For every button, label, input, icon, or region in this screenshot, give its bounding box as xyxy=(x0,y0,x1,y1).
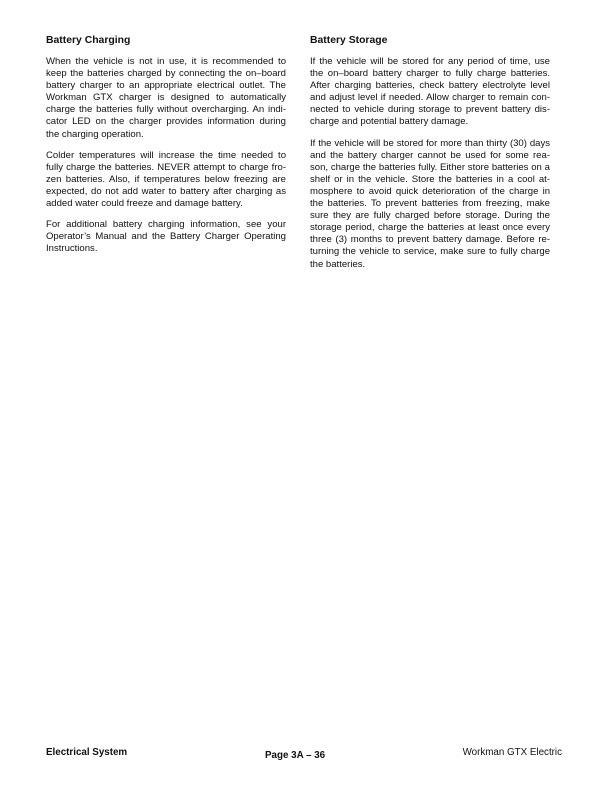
footer-product-name: Workman GTX Electric xyxy=(462,747,562,758)
right-column xyxy=(310,34,550,280)
charging-paragraph-2: Colder temperatures will increase the time needed to fully charge the batteries. NEVER attempt to charge frozen batteries. Also, if temperatures below freezing are expected, do not add water to battery after charging as added water could freeze and damage battery. xyxy=(46,149,286,210)
storage-paragraph-2: If the vehicle will be stored for more than thirty (30) days and the battery charger cannot be used for some reason, charge the batteries fully. Either store batteries on a shelf or in the vehicle. Store the batteries in a cool atmosphere to avoid quick deterioration of the charge in the batteries. To prevent batteries from freezing, make sure they are fully charged before storage. During the storage period, charge the batteries at least once every three (3) months to prevent battery damage. Before returning the vehicle to service, make sure to fully charge the batteries. xyxy=(310,137,550,270)
footer-page-number: Page 3A – 36 xyxy=(265,750,326,761)
battery-storage-heading: Battery Storage xyxy=(310,35,388,46)
charging-paragraph-3: For additional battery charging information, see your Operator’s Manual and the Battery Charger Operating Instructions. xyxy=(46,219,286,255)
left-column xyxy=(46,34,286,264)
footer-section-title: Electrical System xyxy=(46,747,128,758)
charging-paragraph-1: When the vehicle is not in use, it is recommended to keep the batteries charged by connecting the on–board battery charger to an appropriate electrical outlet. The Workman GTX charger is designed to automatically charge the batteries fully without overcharging. An indicator LED on the charger provides information during the charging operation. xyxy=(46,56,286,140)
storage-paragraph-1: If the vehicle will be stored for any period of time, use the on–board battery charger to fully charge batteries. After charging batteries, check battery electrolyte level and adjust level if needed. Allow charger to remain connected to vehicle during storage to prevent battery discharge and potential battery damage. xyxy=(310,56,550,128)
battery-charging-heading: Battery Charging xyxy=(46,35,131,46)
